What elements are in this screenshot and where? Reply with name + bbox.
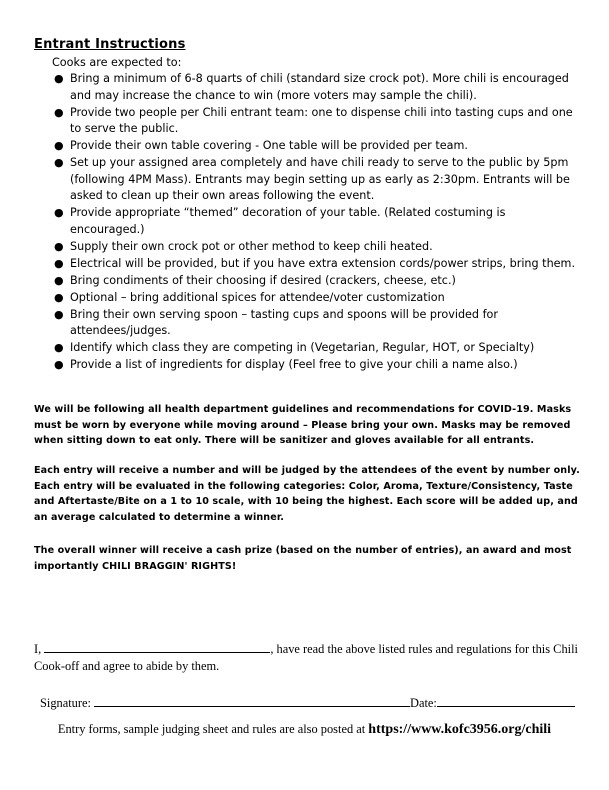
prize-paragraph: The overall winner will receive a cash prize (based on the number of entries), an award and most importantly CHILI BRAGGIN' RIGHTS! [34, 545, 572, 572]
instructions-list [52, 71, 582, 374]
bullet-icon: ● [54, 273, 64, 287]
list-item-text: Provide a list of ingredients for display (Feel free to give your chili a name also.) [70, 358, 518, 372]
page-title: Entrant Instructions [34, 37, 186, 52]
bullet-icon: ● [54, 307, 64, 321]
covid-paragraph: We will be following all health department guidelines and recommendations for COVID-19. Masks must be worn by everyone while moving around – Please bring your own. Masks may be removed when sitting down to eat only. There will be sanitizer and gloves available for all entrants. [34, 404, 572, 447]
bullet-icon: ● [54, 290, 64, 304]
list-item-text: Optional – bring additional spices for attendee/voter customization [70, 290, 445, 304]
list-item [52, 340, 582, 357]
list-item-text: Bring their own serving spoon – tasting cups and spoons will be provided for attendees/judges. [70, 307, 498, 338]
list-item [52, 290, 582, 307]
list-item-text: Bring condiments of their choosing if desired (crackers, cheese, etc.) [70, 273, 456, 287]
list-item [52, 239, 582, 256]
list-item [52, 273, 582, 290]
footer-url-link[interactable]: https://www.kofc3956.org/chili [368, 722, 552, 737]
bullet-icon: ● [54, 206, 64, 220]
list-item-text: Identify which class they are competing in (Vegetarian, Regular, HOT, or Specialty) [70, 341, 535, 355]
signature-label: Signature: [40, 696, 91, 710]
list-item-text: Electrical will be provided, but if you have extra extension cords/power strips, bring them. [70, 256, 575, 270]
list-item [52, 71, 582, 104]
list-item-text: Supply their own crock pot or other method to keep chili heated. [70, 239, 433, 253]
signature-row [40, 694, 580, 711]
agreement-statement [34, 640, 582, 674]
list-item [52, 357, 582, 374]
list-item-text: Set up your assigned area completely and have chili ready to serve to the public by 5pm (following 4PM Mass). Entrants may begin setting up as early as 2:30pm. Entrants will be asked to clean up their own areas following the event. [70, 156, 570, 203]
bullet-icon: ● [54, 358, 64, 372]
bullet-icon: ● [54, 256, 64, 270]
bullet-icon: ● [54, 139, 64, 153]
judging-paragraph: Each entry will receive a number and will be judged by the attendees of the event by number only. Each entry will be evaluated in the following categories: Color, Aroma, Texture/Consistency, Taste and Aftertaste/Bite on a 1 to 10 scale, with 10 being the highest. Each score will be added up, and an average calculated to determine a winner. [34, 465, 580, 524]
list-item [52, 105, 582, 138]
list-item-text: Bring a minimum of 6-8 quarts of chili (standard size crock pot). More chili is encouraged and may increase the chance to win (more voters may sample the chili). [70, 72, 569, 102]
list-item-text: Provide their own table covering - One table will be provided per team. [70, 139, 468, 153]
footer-note [0, 722, 609, 738]
name-line[interactable] [44, 640, 270, 653]
bullet-icon: ● [54, 239, 64, 253]
list-item [52, 155, 582, 205]
list-item [52, 205, 582, 238]
list-item [52, 307, 582, 340]
list-item-text: Provide two people per Chili entrant team: one to dispense chili into tasting cups and one to serve the public. [70, 105, 573, 136]
bullet-icon: ● [54, 72, 64, 85]
list-item [52, 256, 582, 273]
bullet-icon: ● [54, 156, 64, 170]
signature-line[interactable] [94, 694, 410, 707]
date-line[interactable] [437, 694, 575, 707]
footer-text: Entry forms, sample judging sheet and rules are also posted at [57, 722, 366, 736]
agreement-prefix: I, [34, 642, 42, 656]
bullet-icon: ● [54, 341, 64, 355]
list-item-text: Provide appropriate “themed” decoration of your table. (Related costuming is encouraged.) [70, 206, 506, 236]
date-label: Date: [410, 696, 437, 710]
agreement-suffix: , have read the above listed rules and regulations for this Chili Cook-off and agree to abide by them. [34, 642, 578, 673]
bullet-icon: ● [54, 105, 64, 119]
list-item [52, 138, 582, 155]
intro-text: Cooks are expected to: [52, 56, 182, 69]
